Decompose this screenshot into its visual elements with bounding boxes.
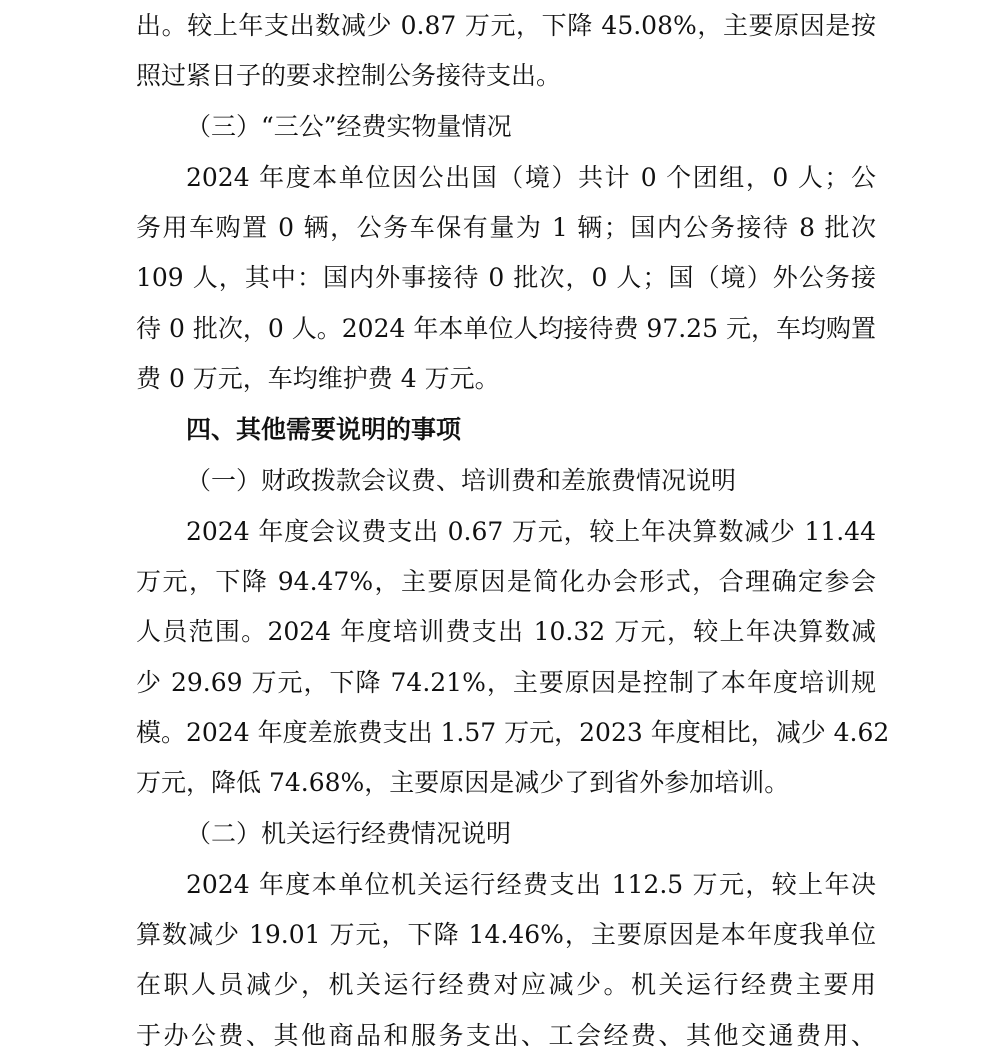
body-text-line: 少 29.69 万元，下降 74.21%，主要原因是控制了本年度培训规 [136, 668, 876, 697]
body-text-line: 出。较上年支出数减少 0.87 万元，下降 45.08%，主要原因是按 [136, 11, 876, 40]
subsection-heading: （一）财政拨款会议费、培训费和差旅费情况说明 [186, 466, 737, 495]
body-text-line: 2024 年度本单位机关运行经费支出 112.5 万元，较上年决 [186, 870, 876, 899]
body-text-line: 万元，降低 74.68%，主要原因是减少了到省外参加培训。 [136, 768, 790, 797]
body-text-line: 2024 年度本单位因公出国（境）共计 0 个团组，0 人；公 [186, 163, 876, 192]
body-text-line: 于办公费、其他商品和服务支出、工会经费、其他交通费用、 [136, 1021, 876, 1050]
body-text-line: 在职人员减少，机关运行经费对应减少。机关运行经费主要用 [136, 970, 876, 999]
body-text-line: 模。2024 年度差旅费支出 1.57 万元，2023 年度相比，减少 4.62 [136, 718, 890, 747]
body-text-line: 万元，下降 94.47%，主要原因是简化办会形式，合理确定参会 [136, 567, 876, 596]
body-text-line: 2024 年度会议费支出 0.67 万元，较上年决算数减少 11.44 [186, 517, 876, 546]
subsection-heading: （二）机关运行经费情况说明 [186, 819, 512, 848]
body-text-line: 费 0 万元，车均维护费 4 万元。 [136, 364, 500, 393]
body-text-line: 待 0 批次，0 人。2024 年本单位人均接待费 97.25 元，车均购置 [136, 314, 876, 343]
section-heading: 四、其他需要说明的事项 [186, 415, 462, 444]
body-text-line: 务用车购置 0 辆，公务车保有量为 1 辆；国内公务接待 8 批次 [136, 213, 876, 242]
body-text-line: 照过紧日子的要求控制公务接待支出。 [136, 61, 562, 90]
body-text-line: 109 人，其中：国内外事接待 0 批次，0 人；国（境）外公务接 [136, 263, 876, 292]
body-text-line: 算数减少 19.01 万元，下降 14.46%，主要原因是本年度我单位 [136, 920, 876, 949]
subsection-heading: （三）“三公”经费实物量情况 [186, 112, 512, 141]
body-text-line: 人员范围。2024 年度培训费支出 10.32 万元，较上年决算数减 [136, 617, 876, 646]
